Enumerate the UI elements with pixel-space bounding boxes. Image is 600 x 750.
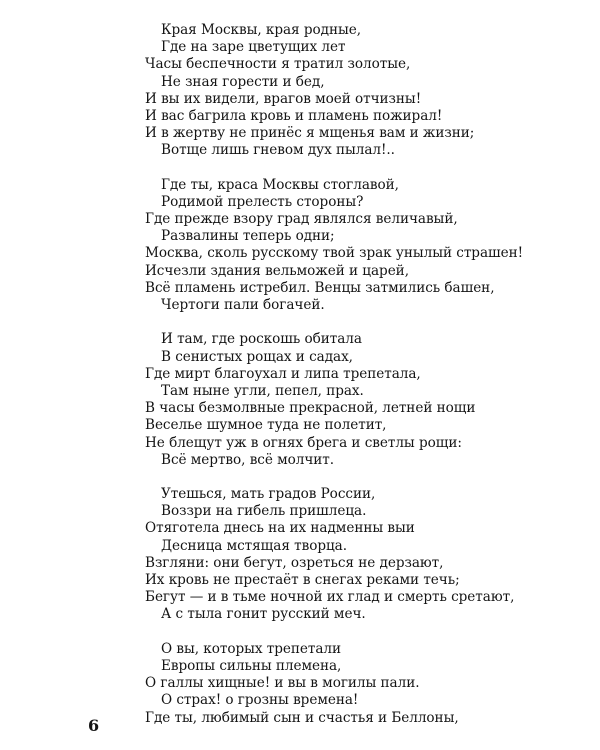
poem-line: Всё пламень истребил. Венцы затмились башен, <box>145 279 495 296</box>
poem-line: Веселье шумное туда не полетит, <box>145 417 387 434</box>
stanza <box>145 486 585 624</box>
poem-line: Бегут — и в тьме ночной их глад и смерть сретают, <box>145 589 515 606</box>
page-number: 6 <box>88 716 100 735</box>
poem-line: Края Москвы, края родные, <box>161 22 362 38</box>
stanza <box>145 331 585 469</box>
poem-line: Не зная горести и бед, <box>161 73 325 90</box>
poem-line: Где ты, любимый сын и счастья и Беллоны, <box>145 709 459 726</box>
poem-line: Европы сильны племена, <box>161 657 342 674</box>
poem-line: Отяготела днесь на их надменны выи <box>145 520 415 537</box>
poem-line: Не блещут уж в огнях брега и светлы рощи: <box>145 434 462 451</box>
poem-line: Где на заре цветущих лет <box>161 39 346 56</box>
poem-line: И вас багрила кровь и пламень пожирал! <box>145 107 443 124</box>
poem-line: В часы безмолвные прекрасной, летней нощи <box>145 400 476 417</box>
poem-line: Их кровь не престаёт в снегах реками течь; <box>145 572 460 588</box>
poem-text <box>145 22 585 744</box>
stanza <box>145 177 585 315</box>
poem-line: Всё мертво, всё молчит. <box>161 451 335 468</box>
poem-line: В сенистых рощах и садах, <box>161 348 353 365</box>
poem-line: А с тыла гонит русский меч. <box>161 606 366 623</box>
poem-line: Часы беспечности я тратил золотые, <box>145 56 411 73</box>
poem-line: И в жертву не принёс я мщенья вам и жизни; <box>145 125 475 142</box>
poem-line: Вотще лишь гневом дух пылал!.. <box>161 142 395 159</box>
poem-line: Москва, сколь русскому твой зрак унылый страшен! <box>145 245 523 262</box>
poem-line: Развалины теперь одни; <box>161 228 335 245</box>
poem-line: О страх! о грозны времена! <box>161 692 359 709</box>
poem-line: Родимой прелесть стороны? <box>161 193 364 210</box>
poem-line: О галлы хищные! и вы в могилы пали. <box>145 675 420 692</box>
poem-line: Утешься, мать градов России, <box>161 486 376 503</box>
poem-line: Где мирт благоухал и липа трепетала, <box>145 365 421 382</box>
poem-line: И вы их видели, врагов моей отчизны! <box>145 90 422 107</box>
poem-line: Воззри на гибель пришлеца. <box>161 503 367 520</box>
poem-line: О вы, которых трепетали <box>161 640 342 657</box>
poem-line: Там ныне угли, пепел, прах. <box>161 382 364 399</box>
stanza <box>145 641 585 727</box>
poem-line: Десница мстящая творца. <box>161 537 347 554</box>
poem-line: Чертоги пали богачей. <box>161 297 325 313</box>
poem-line: Где прежде взору град являлся величавый, <box>145 211 458 228</box>
poem-line: Исчезли здания вельможей и царей, <box>145 262 409 279</box>
poem-line: Взгляни: они бегут, озреться не дерзают, <box>145 554 444 571</box>
poem-line: И там, где роскошь обитала <box>161 331 362 348</box>
poem-line: Где ты, краса Москвы стоглавой, <box>161 176 399 193</box>
stanza <box>145 22 585 160</box>
